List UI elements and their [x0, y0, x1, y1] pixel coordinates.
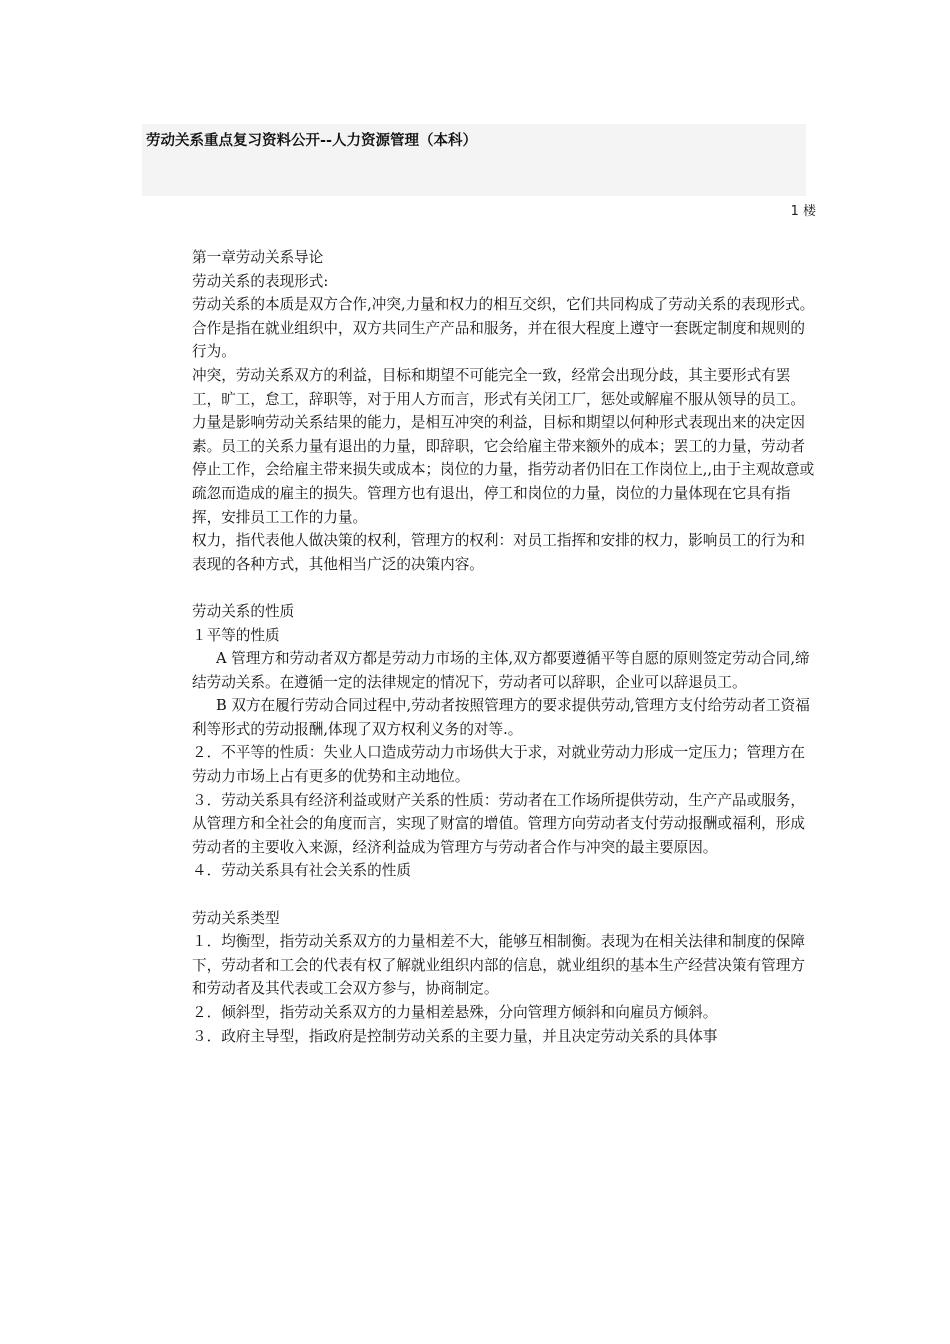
list-item: ３．劳动关系具有经济利益或财产关系的性质：劳动者在工作场所提供劳动，生产产品或服务，从管理方和全社会的角度而言，实现了财富的增值。管理方向劳动者支付劳动报酬或福利，形成劳动者的主要收入来源，经济利益成为管理方与劳动者合作与冲突的最主要原因。 [192, 791, 805, 856]
chapter-heading: 第一章劳动关系导论 [192, 249, 324, 266]
section-heading: 劳动关系类型 [192, 909, 280, 927]
paragraph [192, 694, 818, 741]
list-item: ３．政府主导型，指政府是控制劳动关系的主要力量，并且决定劳动关系的具体事 [192, 1027, 718, 1045]
paragraph: 权力，指代表他人做决策的权利，管理方的权利：对员工指挥和安排的权力，影响员工的行为和表现的各种方式，其他相当广泛的决策内容。 [192, 532, 805, 573]
paragraph: 力量是影响劳动关系结果的能力，是相互冲突的利益，目标和期望以何种形式表现出来的决定因素。员工的关系力量有退出的力量，即辞职，它会给雇主带来额外的成本；罢工的力量，劳动者停止工作，会给雇主带来损失或成本；岗位的力量，指劳动者仍旧在工作岗位上,,由于主观故意或疏忽而造成的雇主的损失。管理方也有退出，停工和岗位的力量，岗位的力量体现在它具有指挥，安排员工工作的力量。 [192, 414, 815, 526]
title-box [142, 124, 806, 196]
list-item: ２．不平等的性质：失业人口造成劳动力市场供大于求，对就业劳动力形成一定压力；管理方在劳动力市场上占有更多的优势和主动地位。 [192, 744, 805, 786]
paragraph: 合作是指在就业组织中，双方共同生产产品和服务，并在很大程度上遵守一套既定制度和规则的行为。 [192, 319, 805, 361]
document-body [192, 246, 825, 1048]
list-item: １．均衡型，指劳动关系双方的力量相差不大，能够互相制衡。表现为在相关法律和制度的保障下，劳动者和工会的代表有权了解就业组织内部的信息，就业组织的基本生产经营决策有管理方和劳动者及其代表或工会双方参与，协商制定。 [192, 933, 805, 998]
paragraph: 劳动关系的本质是双方合作,冲突,力量和权力的相互交织，它们共同构成了劳动关系的表现形式。 [192, 296, 815, 314]
paragraph-text: A 管理方和劳动者双方都是劳动力市场的主体,双方都要遵循平等自愿的原则签定劳动合同,缔 结劳动关系。在遵循一定的法律规定的情况下，劳动者可以辞职，企业可以辞退员工。 [192, 650, 825, 691]
list-item: ４．劳动关系具有社会关系的性质 [192, 862, 411, 880]
floor-number: 1 楼 [790, 204, 816, 219]
paragraph [192, 647, 825, 694]
list-item: １平等的性质 [192, 626, 280, 644]
section-heading: 劳动关系的性质 [192, 602, 295, 620]
section-heading: 劳动关系的表现形式: [192, 272, 329, 290]
list-item: ２．倾斜型，指劳动关系双方的力量相差悬殊，分向管理方倾斜和向雇员方倾斜。 [192, 1004, 718, 1021]
paragraph-text: B 双方在履行劳动合同过程中,劳动者按照管理方的要求提供劳动,管理方支付给劳动者工资福利等形式的劳动报酬,体现了双方权利义务的对等.。 [192, 697, 810, 738]
paragraph: 冲突，劳动关系双方的利益，目标和期望不可能完全一致，经常会出现分歧，其主要形式有罢工，旷工，怠工，辞职等，对于用人方而言，形式有关闭工厂，惩处或解雇不服从领导的员工。 [192, 366, 805, 408]
document-title: 劳动关系重点复习资料公开--人力资源管理（本科） [146, 133, 478, 149]
